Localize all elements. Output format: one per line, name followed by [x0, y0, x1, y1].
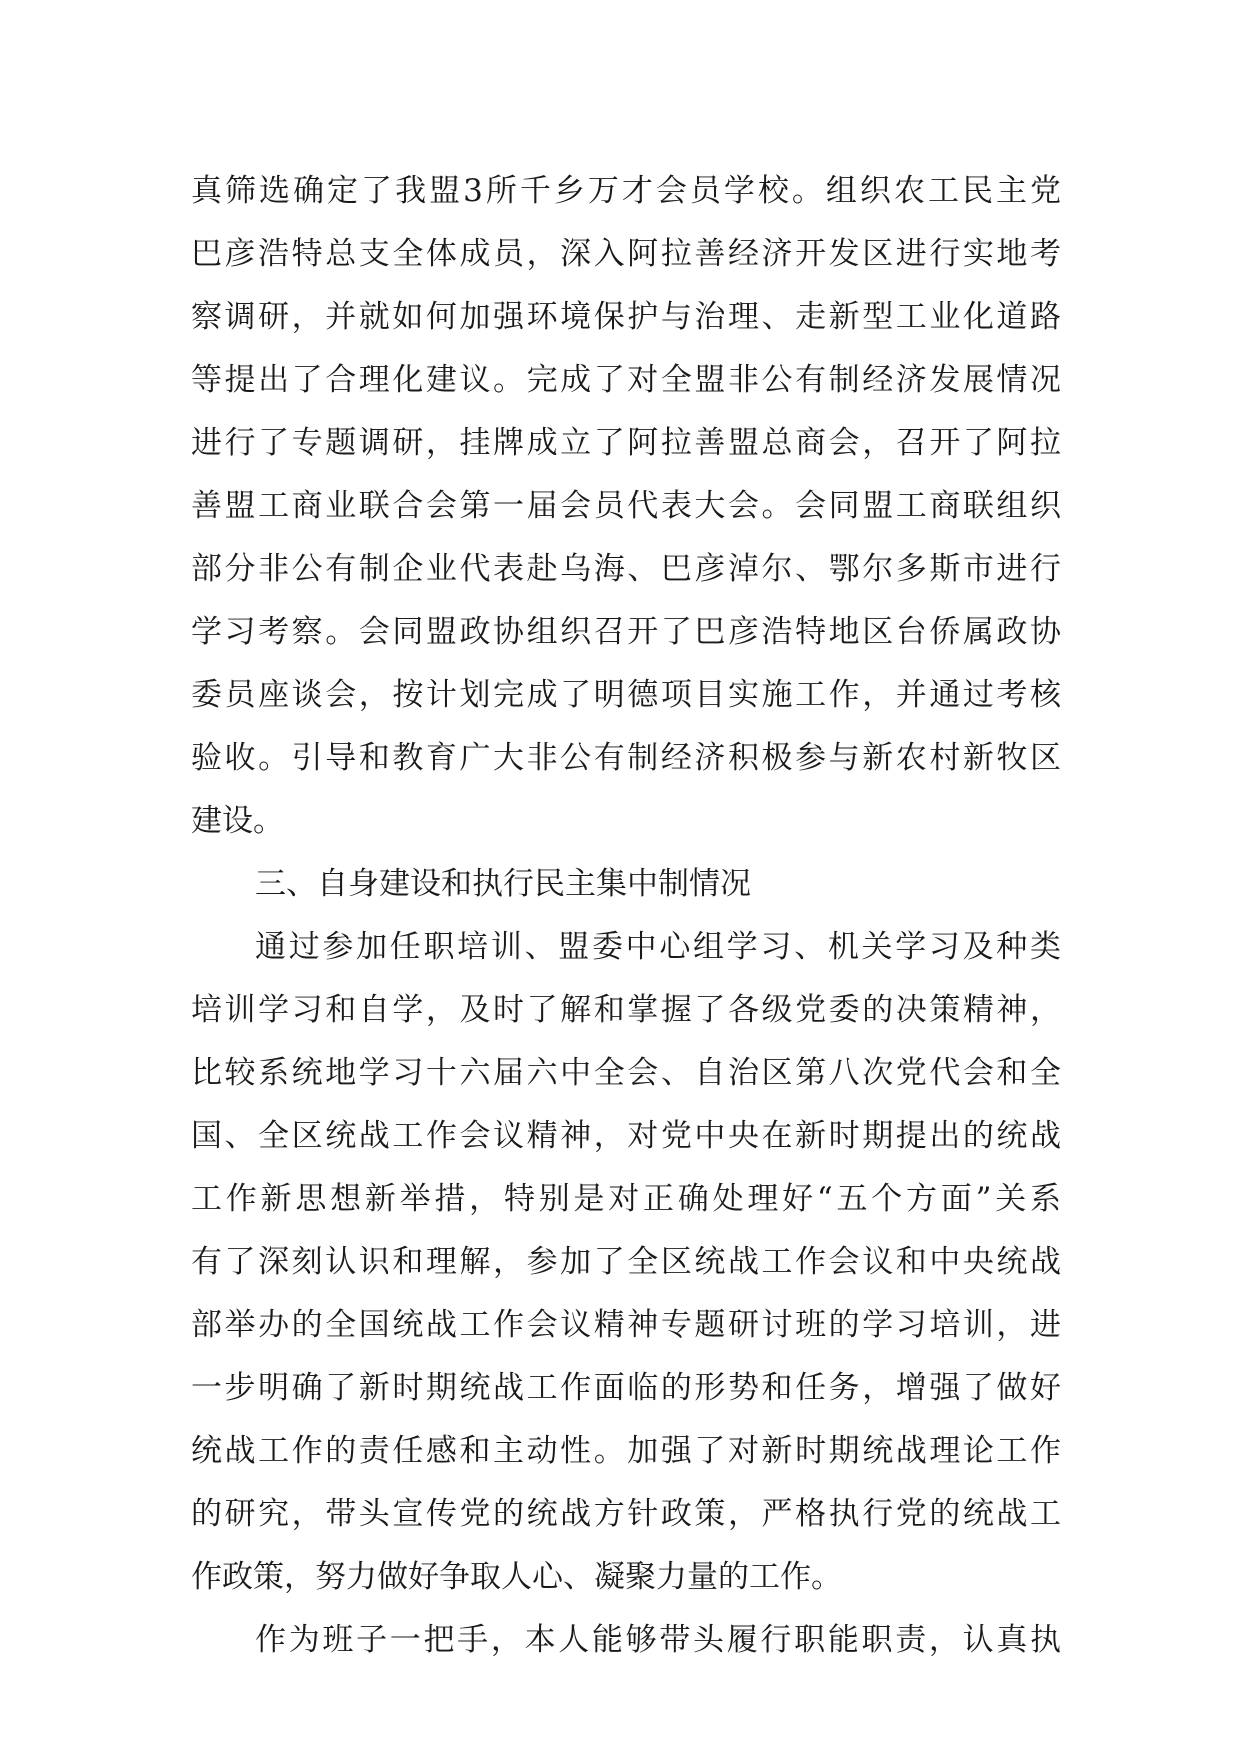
text-line: 的研究，带头宣传党的统战方针政策，严格执行党的统战工: [191, 1496, 1061, 1532]
text-line: 比较系统地学习十六届六中全会、自治区第八次党代会和全: [191, 1055, 1061, 1091]
text-line: 作政策，努力做好争取人心、凝聚力量的工作。: [191, 1559, 842, 1595]
text-line: 部分非公有制企业代表赴乌海、巴彦淖尔、鄂尔多斯市进行: [191, 551, 1061, 587]
text-line: 培训学习和自学，及时了解和掌握了各级党委的决策精神，: [191, 992, 1061, 1028]
text-line: 学习考察。会同盟政协组织召开了巴彦浩特地区台侨属政协: [191, 614, 1061, 650]
section-heading: 三、自身建设和执行民主集中制情况: [255, 866, 751, 902]
text-line: 通过参加任职培训、盟委中心组学习、机关学习及种类: [255, 929, 1061, 965]
text-line: 善盟工商业联合会第一届会员代表大会。会同盟工商联组织: [191, 488, 1061, 524]
text-line: 进行了专题调研，挂牌成立了阿拉善盟总商会，召开了阿拉: [191, 425, 1061, 461]
text-line: 真筛选确定了我盟3所千乡万才会员学校。组织农工民主党: [191, 173, 1061, 209]
text-line: 一步明确了新时期统战工作面临的形势和任务，增强了做好: [191, 1370, 1061, 1406]
text-line: 巴彦浩特总支全体成员，深入阿拉善经济开发区进行实地考: [191, 236, 1061, 272]
text-line: 有了深刻认识和理解，参加了全区统战工作会议和中央统战: [191, 1244, 1061, 1280]
text-line: 察调研，并就如何加强环境保护与治理、走新型工业化道路: [191, 299, 1061, 335]
text-line: 作为班子一把手，本人能够带头履行职能职责，认真执: [255, 1622, 1061, 1658]
text-line: 委员座谈会，按计划完成了明德项目实施工作，并通过考核: [191, 677, 1061, 713]
text-line: 部举办的全国统战工作会议精神专题研讨班的学习培训，进: [191, 1307, 1061, 1343]
text-line: 验收。引导和教育广大非公有制经济积极参与新农村新牧区: [191, 740, 1061, 776]
text-line: 统战工作的责任感和主动性。加强了对新时期统战理论工作: [191, 1433, 1061, 1469]
body-text: [191, 160, 1061, 1672]
text-line: 建设。: [191, 803, 284, 839]
text-line: 工作新思想新举措，特别是对正确处理好“五个方面”关系: [191, 1181, 1061, 1217]
text-line: 等提出了合理化建议。完成了对全盟非公有制经济发展情况: [191, 362, 1061, 398]
text-line: 国、全区统战工作会议精神，对党中央在新时期提出的统战: [191, 1118, 1061, 1154]
